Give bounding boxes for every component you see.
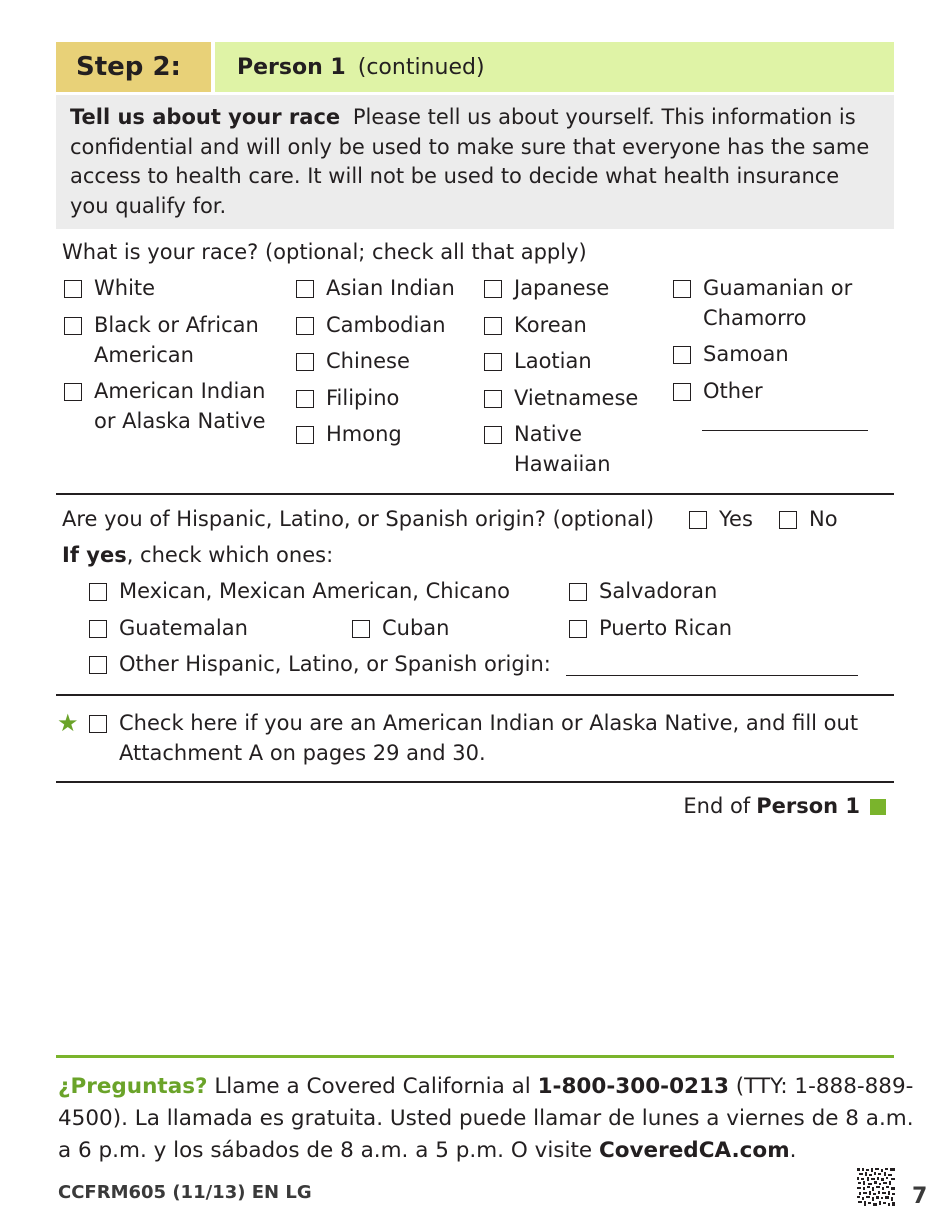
section-divider	[56, 694, 894, 696]
option-label: No	[809, 507, 838, 531]
hispanic-option-mexican[interactable]	[89, 577, 510, 607]
option-label: Check here if you are an American Indian or Alaska Native, and fill out Attachment A on pages 29 and 30.	[119, 711, 859, 765]
checkbox[interactable]	[296, 280, 314, 298]
option-label: Guamanian or Chamorro	[703, 276, 853, 330]
intro-box	[56, 95, 894, 229]
option-label: Samoan	[703, 342, 789, 366]
hispanic-option-puerto-rican[interactable]	[569, 614, 732, 644]
end-of-person-label	[683, 792, 886, 821]
checkbox[interactable]	[64, 383, 82, 401]
checkbox[interactable]	[64, 280, 82, 298]
footer-site-link[interactable]: CoveredCA.com	[598, 1138, 790, 1163]
race-option-cambodian[interactable]	[296, 311, 446, 341]
option-label: Guatemalan	[119, 616, 248, 640]
checkbox[interactable]	[89, 715, 107, 733]
option-label: American Indian or Alaska Native	[94, 379, 266, 433]
page-number: 7	[912, 1184, 928, 1209]
option-label: Vietnamese	[514, 386, 639, 410]
checkbox[interactable]	[484, 390, 502, 408]
option-label: Black or African American	[94, 313, 259, 367]
checkbox[interactable]	[64, 317, 82, 335]
race-option-filipino[interactable]	[296, 384, 399, 414]
race-option-japanese[interactable]	[484, 274, 609, 304]
checkbox[interactable]	[352, 620, 370, 638]
option-label: Salvadoran	[599, 579, 718, 603]
option-label: Asian Indian	[326, 276, 455, 300]
hispanic-option-guatemalan[interactable]	[89, 614, 248, 644]
option-label: Other Hispanic, Latino, or Spanish origin:	[119, 652, 551, 676]
race-option-samoan[interactable]	[673, 340, 789, 370]
race-question: What is your race? (optional; check all that apply)	[62, 240, 587, 264]
american-indian-attachment-option[interactable]	[89, 709, 858, 768]
step-label: Step 2:	[56, 42, 211, 92]
footer-divider	[56, 1055, 894, 1058]
option-label: Filipino	[326, 386, 400, 410]
hispanic-yes-option[interactable]	[689, 505, 753, 535]
race-option-chinese[interactable]	[296, 347, 410, 377]
star-icon: ★	[57, 709, 79, 737]
if-yes-bold: If yes	[62, 543, 127, 567]
race-option-black[interactable]	[64, 311, 259, 370]
option-label: White	[94, 276, 156, 300]
option-label: Hmong	[326, 422, 402, 446]
race-other-write-in-line[interactable]	[702, 430, 868, 431]
checkbox[interactable]	[484, 280, 502, 298]
race-option-laotian[interactable]	[484, 347, 592, 377]
qr-code-icon	[857, 1168, 895, 1206]
if-yes-rest: , check which ones:	[126, 543, 334, 567]
option-label: Japanese	[514, 276, 610, 300]
end-square-icon	[870, 799, 886, 815]
hispanic-option-other[interactable]	[89, 650, 551, 680]
footer-help-text	[58, 1071, 918, 1167]
footer-phone: 1-800-300-0213	[537, 1074, 729, 1099]
race-option-vietnamese[interactable]	[484, 384, 638, 414]
race-option-hmong[interactable]	[296, 420, 402, 450]
checkbox[interactable]	[296, 390, 314, 408]
person-label: Person 1	[237, 54, 346, 80]
race-option-korean[interactable]	[484, 311, 587, 341]
checkbox[interactable]	[89, 656, 107, 674]
end-prefix: End of	[683, 794, 751, 818]
option-label: Cuban	[382, 616, 450, 640]
hispanic-other-write-in-line[interactable]	[566, 675, 858, 676]
form-code: CCFRM605 (11/13) EN LG	[58, 1182, 312, 1203]
checkbox[interactable]	[89, 620, 107, 638]
race-option-american-indian[interactable]	[64, 377, 266, 436]
checkbox[interactable]	[296, 317, 314, 335]
checkbox[interactable]	[673, 280, 691, 298]
option-label: Yes	[719, 507, 753, 531]
option-label: Korean	[514, 313, 587, 337]
checkbox[interactable]	[689, 511, 707, 529]
step-header	[56, 42, 894, 92]
option-label: Native Hawaiian	[514, 422, 611, 476]
footer-text-2: (TTY: 1-888-889-4500). La llamada es gratuita. Usted puede llamar de lunes a viernes de 8 a.m. a 6 p.m. y los sábados de 8 a.m. a 5 p.m. O visite	[58, 1074, 914, 1163]
option-label: Other	[703, 379, 763, 403]
race-option-asian-indian[interactable]	[296, 274, 455, 304]
continued-label: (continued)	[357, 54, 485, 80]
footer-text-1: Llame a Covered California al	[214, 1074, 531, 1099]
intro-text: Please tell us about yourself. This information is confidential and will only be used to make sure that everyone has the same access to health care. It will not be used to decide what health insurance you qualify for.	[70, 105, 870, 218]
section-divider	[56, 493, 894, 495]
race-option-other[interactable]	[673, 377, 763, 407]
checkbox[interactable]	[484, 426, 502, 444]
option-label: Mexican, Mexican American, Chicano	[119, 579, 511, 603]
option-label: Cambodian	[326, 313, 446, 337]
checkbox[interactable]	[484, 353, 502, 371]
footer-period: .	[789, 1138, 797, 1163]
hispanic-question: Are you of Hispanic, Latino, or Spanish origin? (optional)	[62, 507, 655, 531]
checkbox[interactable]	[779, 511, 797, 529]
checkbox[interactable]	[673, 346, 691, 364]
end-person: Person 1	[756, 794, 860, 818]
hispanic-no-option[interactable]	[779, 505, 838, 535]
checkbox[interactable]	[484, 317, 502, 335]
checkbox[interactable]	[673, 383, 691, 401]
option-label: Chinese	[326, 349, 410, 373]
preguntas-label: ¿Preguntas?	[58, 1074, 208, 1099]
section-divider	[56, 781, 894, 783]
hispanic-option-cuban[interactable]	[352, 614, 449, 644]
race-option-native-hawaiian[interactable]	[484, 420, 611, 479]
checkbox[interactable]	[569, 583, 587, 601]
checkbox[interactable]	[296, 353, 314, 371]
if-yes-instruction	[62, 541, 333, 570]
hispanic-option-salvadoran[interactable]	[569, 577, 717, 607]
checkbox[interactable]	[296, 426, 314, 444]
option-label: Laotian	[514, 349, 592, 373]
option-label: Puerto Rican	[599, 616, 733, 640]
race-option-guamanian[interactable]	[673, 274, 852, 333]
checkbox[interactable]	[89, 583, 107, 601]
checkbox[interactable]	[569, 620, 587, 638]
intro-heading: Tell us about your race	[70, 105, 341, 129]
race-option-white[interactable]	[64, 274, 155, 304]
step-title	[215, 42, 894, 92]
